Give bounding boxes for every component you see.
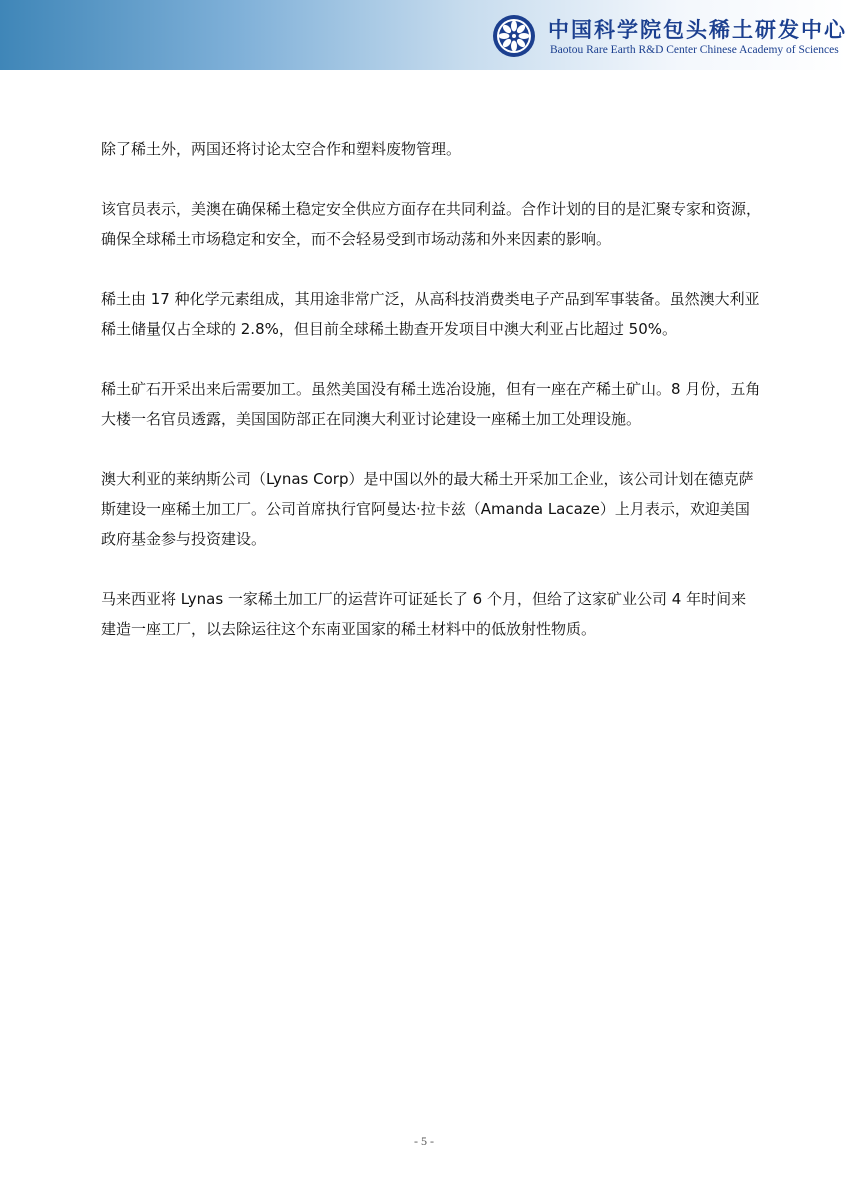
paragraph: 除了稀土外，两国还将讨论太空合作和塑料废物管理。: [101, 140, 462, 158]
paragraph: 该官员表示，美澳在确保稀土稳定安全供应方面存在共同利益。合作计划的目的是汇聚专家和资源，确保全球稀土市场稳定和安全，而不会轻易受到市场动荡和外来因素的影响。: [101, 200, 762, 248]
header-banner: [0, 0, 848, 70]
article-body: [101, 134, 761, 674]
paragraph: 稀土由 17 种化学元素组成，其用途非常广泛，从高科技消费类电子产品到军事装备。虽然澳大利亚稀土储量仅占全球的 2.8%，但目前全球稀土勘查开发项目中澳大利亚占比超过 50%。: [101, 290, 760, 338]
paragraph: 稀土矿石开采出来后需要加工。虽然美国没有稀土选冶设施，但有一座在产稀土矿山。8 月份，五角大楼一名官员透露，美国国防部正在同澳大利亚讨论建设一座稀土加工处理设施。: [101, 380, 761, 428]
paragraph: 澳大利亚的莱纳斯公司（Lynas Corp）是中国以外的最大稀土开采加工企业，该公司计划在德克萨斯建设一座稀土加工厂。公司首席执行官阿曼达·拉卡兹（Amanda Lacaze）上月表示，欢迎美国政府基金参与投资建设。: [101, 470, 754, 548]
page-number: - 5 -: [414, 1134, 434, 1148]
paragraph: 马来西亚将 Lynas 一家稀土加工厂的运营许可证延长了 6 个月，但给了这家矿业公司 4 年时间来建造一座工厂，以去除运往这个东南亚国家的稀土材料中的低放射性物质。: [101, 590, 747, 638]
organization-name-en: Baotou Rare Earth R&D Center Chinese Academy of Sciences: [550, 44, 839, 56]
cas-logo-icon: [492, 14, 536, 58]
organization-name-cn: 中国科学院包头稀土研发中心: [548, 17, 847, 42]
